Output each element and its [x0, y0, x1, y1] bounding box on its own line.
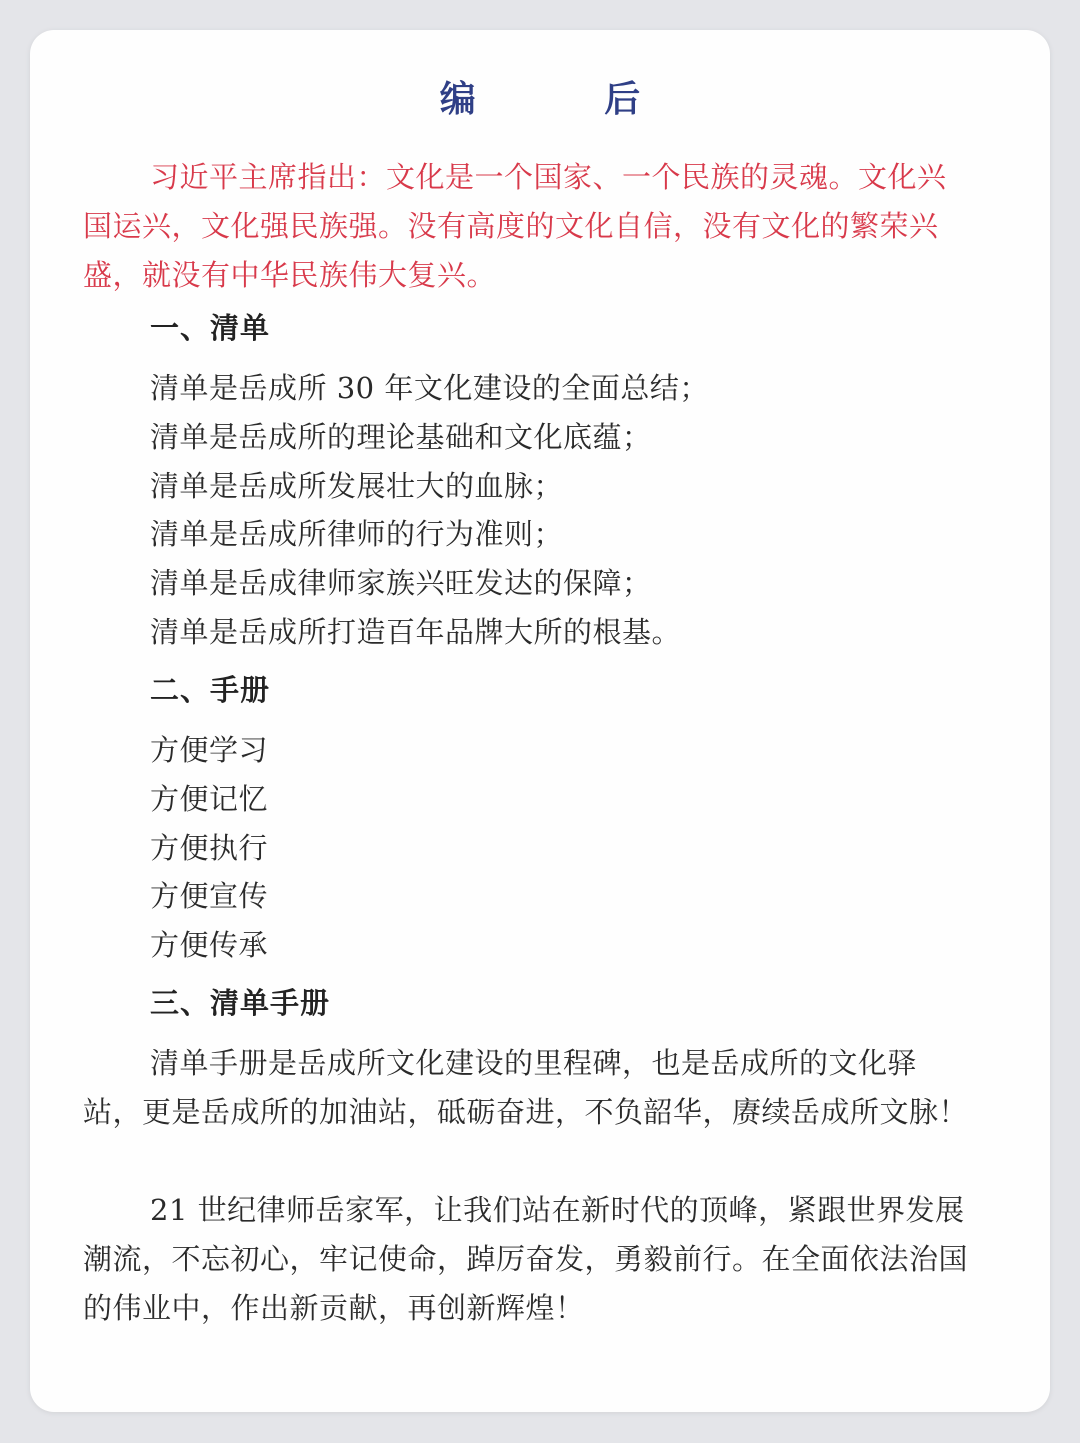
manual-list [150, 726, 268, 970]
document-page [30, 30, 1050, 1412]
list-item: 清单是岳成所打造百年品牌大所的根基。 [150, 614, 682, 649]
list-item: 方便执行 [150, 830, 269, 865]
list-item: 清单是岳成所律师的行为准则； [150, 517, 564, 552]
closing-paragraph-2: 21 世纪律师岳家军，让我们站在新时代的顶峰，紧跟世界发展潮流，不忘初心，牢记使命，踔厉奋发，勇毅前行。在全面依法治国的伟业中，作出新贡献，再创新辉煌！ [83, 1193, 969, 1325]
section-heading-checklist: 一、清单 [150, 311, 271, 345]
list-item: 方便宣传 [150, 879, 269, 914]
page-title: 编 后 [439, 79, 699, 120]
section-heading-manual: 二、手册 [150, 673, 271, 707]
list-item: 方便学习 [150, 733, 269, 767]
list-item: 方便传承 [150, 928, 269, 963]
checklist-list [150, 364, 709, 657]
closing-paragraph-1: 清单手册是岳成所文化建设的里程碑，也是岳成所的文化驿站，更是岳成所的加油站，砥砺奋进，不负韶华，赓续岳成所文脉！ [83, 1046, 969, 1129]
list-item: 清单是岳成所 30 年文化建设的全面总结； [150, 371, 709, 405]
list-item: 清单是岳成律师家族兴旺发达的保障； [150, 566, 652, 601]
list-item: 清单是岳成所的理论基础和文化底蕴； [150, 419, 652, 454]
list-item: 方便记忆 [150, 781, 269, 816]
intro-quote: 习近平主席指出：文化是一个国家、一个民族的灵魂。文化兴国运兴，文化强民族强。没有高度的文化自信，没有文化的繁荣兴盛，就没有中华民族伟大复兴。 [83, 160, 947, 292]
list-item: 清单是岳成所发展壮大的血脉； [150, 468, 564, 503]
section-heading-checklist-manual: 三、清单手册 [150, 986, 331, 1020]
